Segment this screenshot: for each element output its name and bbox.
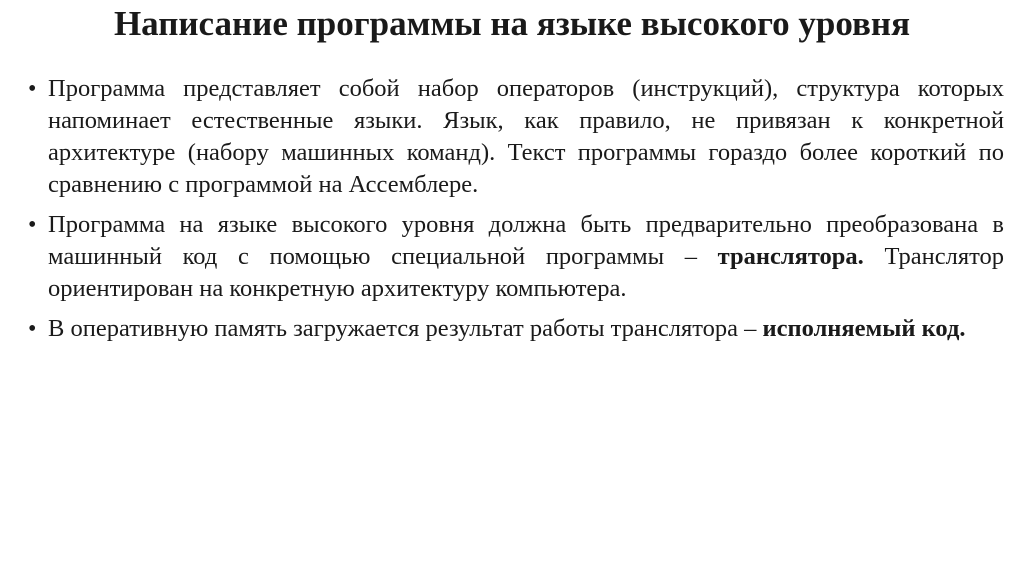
bullet-icon: • (28, 76, 37, 102)
bullet-text: В оперативную память загружается результат работы транслятора – (48, 315, 763, 342)
bullet-icon: • (28, 212, 37, 238)
slide-title: Написание программы на языке высокого уровня (113, 4, 911, 43)
bullet-text: Программа представляет собой набор операторов (инструкций), структура которых напоминает естественные языки. Язык, как правило, не привязан к конкретной архитектуре (набору машинных команд). Текст программы гораздо более короткий по сравнению с программой на Ассемблере. (48, 75, 1004, 198)
bullet-bold-term: транслятора. (717, 243, 864, 270)
bullet-item (28, 313, 1004, 345)
bullet-bold-term: исполняемый код. (762, 315, 966, 342)
bullet-item (28, 209, 1004, 305)
bullet-text-continued: Транслятор ориентирован на конкретную архитектуру компьютера. (48, 243, 1004, 302)
bullet-icon: • (28, 316, 37, 342)
bullet-item (28, 73, 1004, 201)
bullet-text: Программа на языке высокого уровня должна быть предварительно преобразована в машинный код с помощью специальной программы – (48, 211, 1004, 270)
bullet-list (28, 73, 1004, 353)
